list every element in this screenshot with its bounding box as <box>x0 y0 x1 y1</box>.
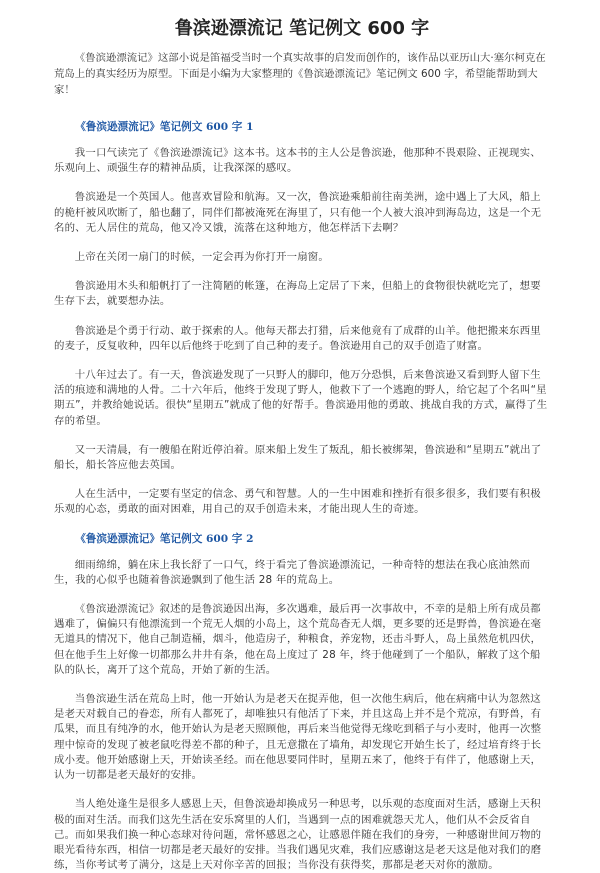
s1-paragraph-1: 我一口气读完了《鲁滨逊漂流记》这本书。这本书的主人公是鲁滨逊，他那种不畏艰险、正视现实、乐观向上、顽强生存的精神品质，让我深深的感叹。 <box>54 147 541 175</box>
s1-paragraph-6: 十八年过去了。有一天，鲁滨逊发现了一只野人的脚印，他万分恐惧，后来鲁滨逊又看到野人留下生活的痕迹和满地的人骨。二十六年后，他终于发现了野人，他救下了一个逃跑的野人，给它起了个名叫“星期五”，并教给她说话。很快“星期五”就成了他的好帮手。鲁滨逊用他的勇敢、挑战自我的方式，赢得了生存的希望。 <box>54 369 548 427</box>
s1-paragraph-2: 鲁滨逊是一个英国人。他喜欢冒险和航海。又一次，鲁滨逊乘船前往南美洲，途中遇上了大风，船上的桅杆被风吹断了，船也翻了，同伴们都被淹死在海里了，只有他一个人被大浪冲到海岛边，这是一个无名的、无人居住的荒岛，他又冷又饿，流落在这种地方，他怎样活下去啊？ <box>54 191 542 234</box>
s2-paragraph-3: 当鲁滨逊生活在荒岛上时，他一开始认为是老天在捉弄他，但一次他生病后，他在病痛中认为忽然这是老天对载自己的眷恋，所有人都死了，却唯独只有他活了下来，并且这岛上并不是个荒凉，有野兽，有瓜果，而且有纯净的水，他开始认为是老天照顾他，再后来当他觉得无缘吃到稻子与小麦时，他再一次整理中惊奇的发现了被老鼠吃得差不都的种子，且无意撒在了墙角，却发现它开始生长了，经过培育终于长成小麦。他开始感谢上天，开始读圣经。而在他思要同伴时，星期五来了，他终于有伴了，他感谢上天，认为一切都是老天最好的安排。 <box>54 693 542 782</box>
s1-paragraph-3: 上帝在关闭一扇门的时候，一定会再为你打开一扇窗。 <box>74 251 329 264</box>
s2-paragraph-4: 当人绝处逢生是很多人感恩上天，但鲁滨逊却换成另一种思考，以乐观的态度面对生活，感谢上天积极的面对生活。而我们这先生活在安乐窝里的人们，当遇到一点的困难就怨天尤人，他们从不会反省自己。而如果我们换一种心态球对待问题，常怀感恩之心，让感恩伴随在我们的身旁，一种感谢世间万物的眼光看待东西，相信一切都是老天最好的安排。当我们遇见灾难，我们应感谢这是老天这是他对我们的磨练，当你考试考了满分，这是上天对你辛苦的回报；当你没有获得奖，那都是老天对你的激励。 <box>54 798 542 872</box>
s1-paragraph-8: 人在生活中，一定要有坚定的信念、勇气和智慧。人的一生中困难和挫折有很多很多，我们要有积极乐观的心态，勇敢的面对困难，用自己的双手创造未来，才能出现人生的奇迹。 <box>54 488 541 516</box>
s1-paragraph-7: 又一天清晨，有一艘船在附近停泊着。原来船上发生了叛乱，船长被绑架，鲁滨逊和“星期五”就出了船长，船长答应他去英国。 <box>54 443 542 472</box>
s2-paragraph-1: 细雨绵绵，躺在床上我长舒了一口气，终于看完了鲁滨逊漂流记，一种奇特的想法在我心底油然而生，我的心似乎也随着鲁滨逊飘到了他生活 28 年的荒岛上。 <box>54 558 531 586</box>
section-1-body <box>54 146 550 518</box>
s1-paragraph-4: 鲁滨逊用木头和船帆打了一注简陋的帐篷，在海岛上定居了下来，但船上的食物很快就吃完了，想要生存下去，就要想办法。 <box>54 280 541 308</box>
section-2-heading[interactable]: 《鲁滨逊漂流记》笔记例文 600 字 2 <box>75 532 254 545</box>
intro-paragraph: 《鲁滨逊漂流记》这部小说是笛福受当时一个真实故事的启发而创作的，该作品以亚历山大·塞尔柯克在荒岛上的真实经历为原型。下面是小编为大家整理的《鲁滨逊漂流记》笔记例文 600 字，希望能帮助到大家！ <box>54 52 546 96</box>
section-1-heading[interactable]: 《鲁滨逊漂流记》笔记例文 600 字 1 <box>75 121 254 133</box>
page-title: 鲁滨逊漂流记 笔记例文 600 字 <box>174 18 430 39</box>
s2-paragraph-2: 《鲁滨逊漂流记》叙述的是鲁滨逊因出海，多次遇难，最后再一次事故中，不幸的是船上所有成员都遇难了，偏偏只有他漂流到一个荒无人烟的小岛上，这个荒岛杳无人烟，更多要的还是野兽，鲁滨逊在毫无道具的情况下，他自己制造桶，烟斗，他造房子，种粮食，养宠物，还击斗野人，岛上虽然危机四伏，但在他手生上好像一切都那么井井有条，他在岛上度过了 28 年，终于他碰到了一个船队，解救了这个船队的队长，离开了这个荒岛，开始了新的生活。 <box>54 603 542 676</box>
section-2-body <box>54 558 550 873</box>
s1-paragraph-5: 鲁滨逊是个勇于行动、敢于探索的人。他每天都去打猎，后来他竟有了成群的山羊。他把搬来东西里的麦子，反复收种，四年以后他终于吃到了自己种的麦子。鲁滨逊用自己的双手创造了财富。 <box>54 324 541 352</box>
